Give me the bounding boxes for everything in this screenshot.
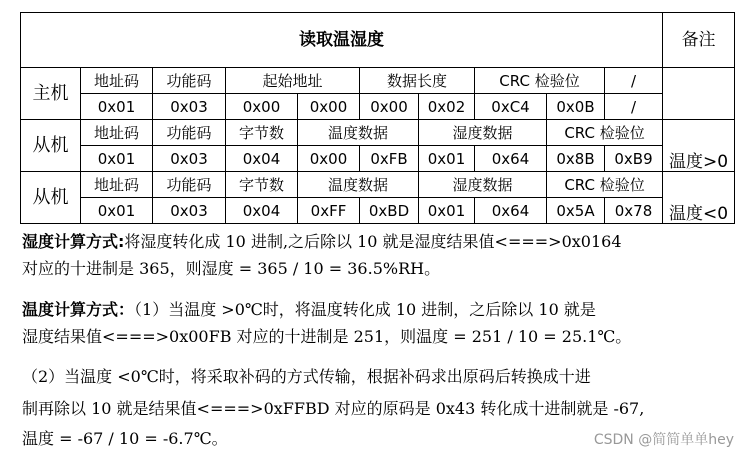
watermark: CSDN @简简单单hey [593,432,734,448]
master-note [663,68,735,120]
modbus-table [20,12,735,224]
slave2-label-addr: 地址码 [81,172,153,198]
slave2-value: 0x01 [419,198,475,224]
slave1-note: 温度>0 [663,120,735,172]
master-value: 0x02 [419,94,475,120]
slave1-role: 从机 [21,120,81,172]
slave1-label-bytes: 字节数 [226,120,298,146]
master-value: 0x03 [153,94,226,120]
slave1-value: 0x8B [547,146,605,172]
slave1-value: 0xFB [360,146,419,172]
master-value: 0x00 [360,94,419,120]
slave2-label-bytes: 字节数 [226,172,298,198]
slave2-label-func: 功能码 [153,172,226,198]
master-label-start: 起始地址 [226,68,360,94]
humidity-paragraph-line2: 对应的十进制是 365，则湿度 = 365 / 10 = 36.5%RH。 [22,259,441,278]
master-value: 0x00 [298,94,360,120]
temp-heading: 温度计算方式： [22,300,135,319]
slave1-label-hum: 湿度数据 [419,120,547,146]
slave2-value: 0x5A [547,198,605,224]
temp-paragraph-line1 [22,296,734,323]
slave2-label-crc: CRC 检验位 [547,172,663,198]
master-value: / [605,94,663,120]
master-value: 0x01 [81,94,153,120]
slave2-value: 0x01 [81,198,153,224]
master-label-len: 数据长度 [360,68,475,94]
slave1-value: 0x04 [226,146,298,172]
humidity-paragraph-line1 [22,228,734,255]
humidity-heading: 湿度计算方式: [22,232,125,251]
master-value: 0x0B [547,94,605,120]
slave2-label-temp: 温度数据 [298,172,419,198]
master-label-func: 功能码 [153,68,226,94]
slave2-role: 从机 [21,172,81,224]
slave2-value: 0x04 [226,198,298,224]
slave2-note: 温度<0 [663,172,735,224]
temp-paragraph-line4: 制再除以 10 就是结果值<===>0xFFBD 对应的原码是 0x43 转化成十进制就是 -67, [22,399,645,418]
slave2-label-hum: 湿度数据 [419,172,547,198]
slave2-value: 0x78 [605,198,663,224]
slave1-label-addr: 地址码 [81,120,153,146]
slave1-label-crc: CRC 检验位 [547,120,663,146]
master-label-addr: 地址码 [81,68,153,94]
temp-paragraph-line2: 湿度结果值<===>0x00FB 对应的十进制是 251，则温度 = 251 / 10 = 25.1℃。 [22,327,632,346]
humidity-text: 将湿度转化成 10 进制,之后除以 10 就是湿度结果值<===>0x0164 [124,232,622,251]
temp-text: （1）当温度 >0℃时，将温度转化成 10 进制，之后除以 10 就是 [134,300,596,319]
slave1-label-temp: 温度数据 [298,120,419,146]
master-label-crc: CRC 检验位 [475,68,605,94]
slave2-value: 0xBD [360,198,419,224]
master-label-slash: / [605,68,663,94]
slave2-value: 0xFF [298,198,360,224]
slave1-value: 0x03 [153,146,226,172]
slave1-value: 0xB9 [605,146,663,172]
temp-paragraph-line5: 温度 = -67 / 10 = -6.7℃。 [22,429,228,448]
slave1-value: 0x64 [475,146,547,172]
slave2-value: 0x03 [153,198,226,224]
temp-paragraph-line3: （2）当温度 <0℃时，将采取补码的方式传输，根据补码求出原码后转换成十进 [22,367,591,386]
note-header: 备注 [663,13,735,68]
master-value: 0x00 [226,94,298,120]
slave1-value: 0x01 [419,146,475,172]
slave2-value: 0x64 [475,198,547,224]
slave1-value: 0x00 [298,146,360,172]
master-role: 主机 [21,68,81,120]
master-value: 0xC4 [475,94,547,120]
slave1-value: 0x01 [81,146,153,172]
slave1-label-func: 功能码 [153,120,226,146]
table-title: 读取温湿度 [21,13,663,68]
